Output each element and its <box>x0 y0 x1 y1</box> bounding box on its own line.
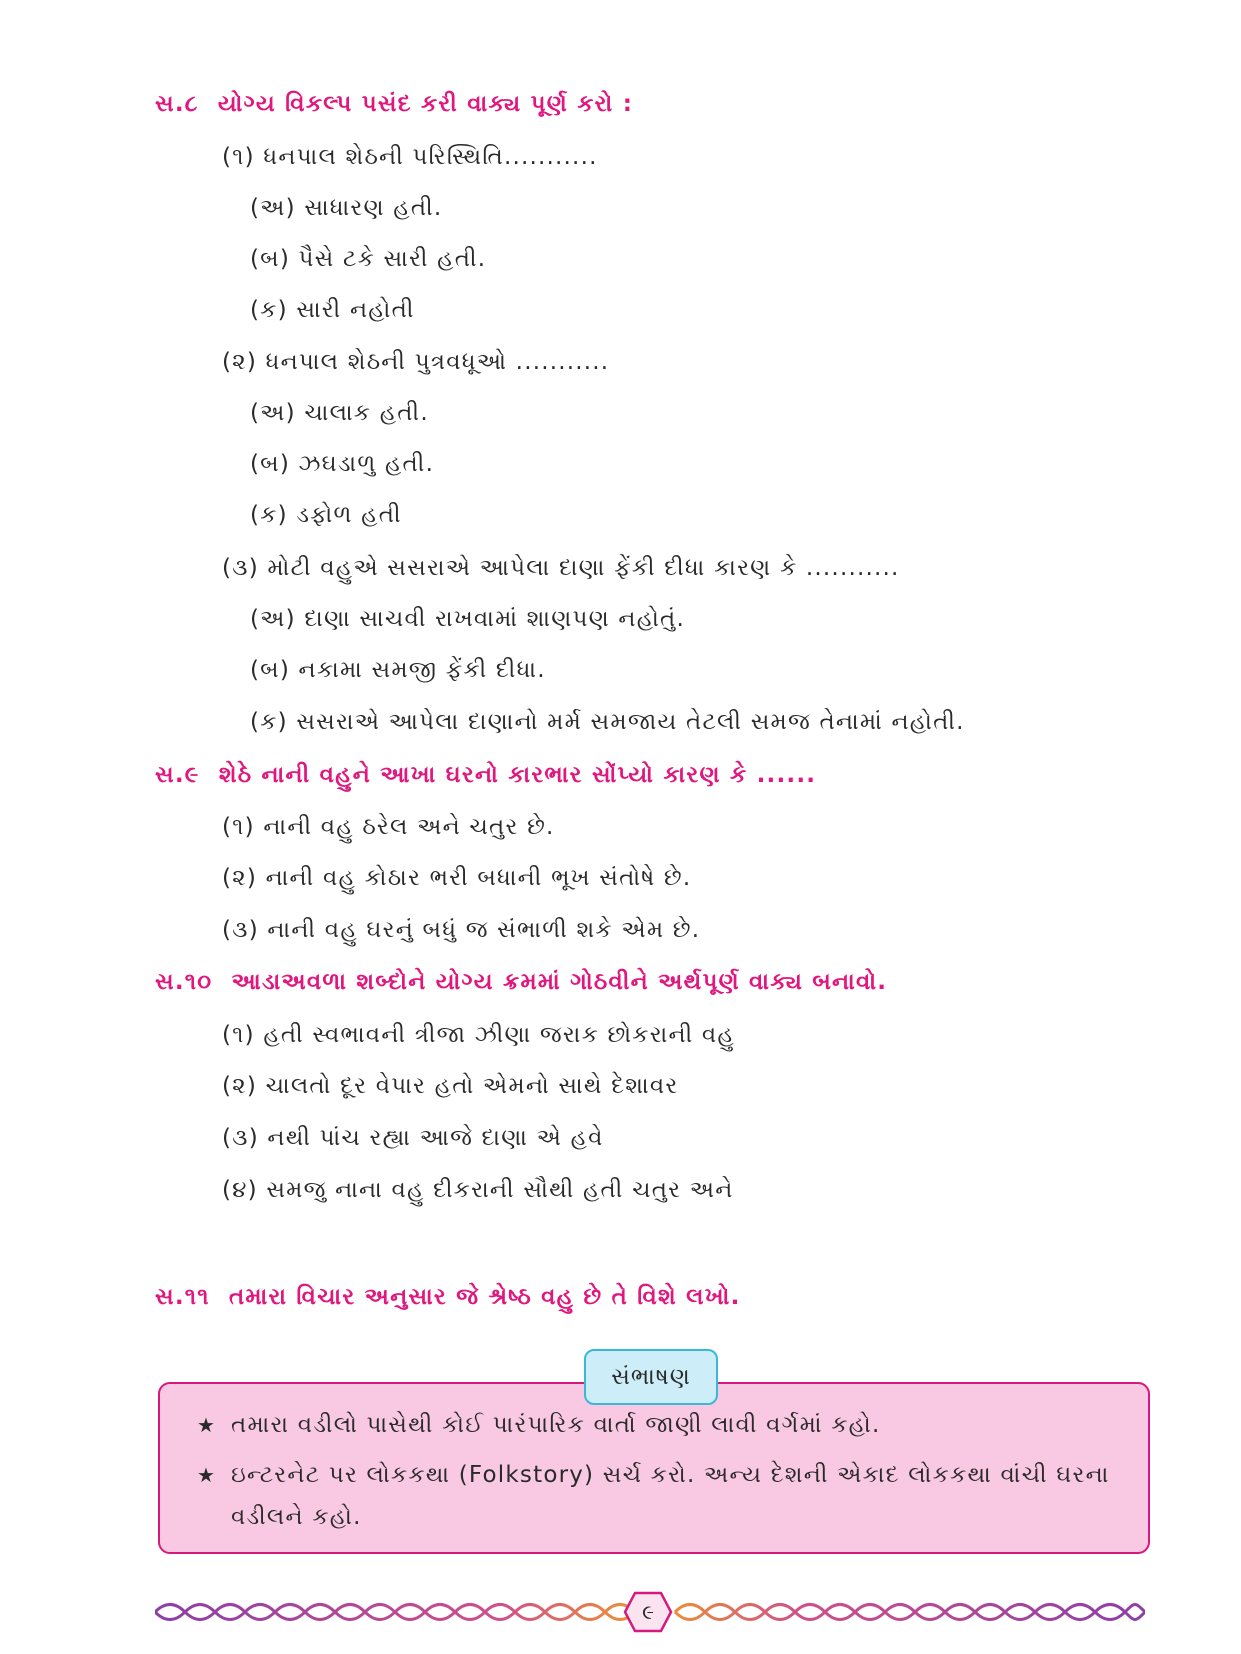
question-text: યોગ્ય વિકલ્પ પસંદ કરી વાક્ય પૂર્ણ કરો : <box>217 91 634 117</box>
option-text: સસરાએ આપેલા દાણાનો મર્મ સમજાય તેટલી સમજ તેનામાં નહોતી. <box>296 709 965 735</box>
option-label: (અ) <box>250 400 296 426</box>
option-label: (બ) <box>250 451 291 477</box>
star-icon: ★ <box>197 1463 217 1487</box>
item-text: નાની વહુ ઘરનું બધું જ સંભાળી શકે એમ છે. <box>267 917 701 943</box>
option-text: ડફોળ હતી <box>296 502 402 528</box>
option-text: ચાલાક હતી. <box>304 400 429 426</box>
option-text: પૈસે ટકે સારી હતી. <box>298 246 487 272</box>
item-number: (૩) <box>222 555 259 581</box>
option-label: (ક) <box>250 709 288 735</box>
item-number: (૧) <box>222 144 255 170</box>
bullet-continuation <box>231 1502 362 1532</box>
list-item <box>222 863 691 893</box>
bullet-text: ઇન્ટરનેટ પર લોકકથા (Folkstory) સર્ચ કરો. અન્ય દેશની એકાદ લોકકથા વાંચી ઘરના <box>231 1462 1110 1488</box>
option-label: (બ) <box>250 657 291 683</box>
bullet-text: વડીલને કહો. <box>231 1504 362 1530</box>
option <box>250 295 415 325</box>
question-number: સ.૧૦ <box>155 969 213 995</box>
option <box>250 500 402 530</box>
item-text: હતી સ્વભાવની ત્રીજા ઝીણા જરાક છોકરાની વહુ <box>263 1022 735 1048</box>
item-text: ચાલતો દૂર વેપાર હતો એમનો સાથે દેશાવર <box>265 1073 679 1099</box>
list-item <box>222 812 555 842</box>
option-text: સાધારણ હતી. <box>304 195 443 221</box>
list-item <box>222 1071 679 1101</box>
item-number: (૨) <box>222 349 258 375</box>
option <box>250 449 434 479</box>
bullet-text: તમારા વડીલો પાસેથી કોઈ પારંપારિક વાર્તા જાણી લાવી વર્ગમાં કહો. <box>231 1412 881 1438</box>
question-10-heading <box>155 967 887 997</box>
star-icon: ★ <box>197 1413 217 1437</box>
question-number: સ.૯ <box>155 762 200 788</box>
option-text: દાણા સાચવી રાખવામાં શાણપણ નહોતું. <box>304 606 686 632</box>
question-number: સ.૮ <box>155 91 199 117</box>
item-text: નથી પાંચ રહ્યા આજે દાણા એ હવે <box>267 1125 604 1151</box>
item-text: નાની વહુ ઠરેલ અને ચતુર છે. <box>263 814 555 840</box>
item-number: (૩) <box>222 917 259 943</box>
option-label: (અ) <box>250 606 296 632</box>
list-item <box>222 1175 734 1205</box>
option-text: સારી નહોતી <box>296 297 415 323</box>
option <box>250 707 965 737</box>
item-text: મોટી વહુએ સસરાએ આપેલા દાણા ફેંકી દીધા કારણ કે ........... <box>267 555 900 581</box>
bullet-item <box>197 1460 1110 1490</box>
option <box>250 604 685 634</box>
question-text: આડાઅવળા શબ્દોને યોગ્ય ક્રમમાં ગોઠવીને અર્થપૂર્ણ વાક્ય બનાવો. <box>231 969 888 995</box>
item-number: (૪) <box>222 1177 258 1203</box>
list-item <box>222 1020 735 1050</box>
item-number: (૨) <box>222 865 258 891</box>
item-text: નાની વહુ કોઠાર ભરી બધાની ભૂખ સંતોષે છે. <box>265 865 692 891</box>
sub-question <box>222 553 900 583</box>
question-number: સ.૧૧ <box>155 1284 210 1310</box>
option <box>250 655 546 685</box>
item-number: (૧) <box>222 814 255 840</box>
option <box>250 244 486 274</box>
question-text: તમારા વિચાર અનુસાર જે શ્રેષ્ઠ વહુ છે તે વિશે લખો. <box>228 1284 741 1310</box>
question-9-heading <box>155 760 816 790</box>
item-number: (૨) <box>222 1073 258 1099</box>
page-number: ૯ <box>642 1600 654 1624</box>
item-text: સમજુ નાના વહુ દીકરાની સૌથી હતી ચતુર અને <box>266 1177 734 1203</box>
item-number: (૧) <box>222 1022 255 1048</box>
item-text: ધનપાલ શેઠની પરિસ્થિતિ........... <box>263 144 598 170</box>
sub-question <box>222 347 609 377</box>
option-label: (બ) <box>250 246 291 272</box>
option <box>250 193 442 223</box>
question-11-heading <box>155 1282 741 1312</box>
item-text: ધનપાલ શેઠની પુત્રવધૂઓ ........... <box>265 349 610 375</box>
question-8-heading <box>155 89 633 119</box>
bullet-item <box>197 1410 881 1440</box>
option-text: નકામા સમજી ફેંકી દીધા. <box>298 657 546 683</box>
list-item <box>222 915 700 945</box>
option-label: (અ) <box>250 195 296 221</box>
option-label: (ક) <box>250 297 288 323</box>
item-number: (૩) <box>222 1125 259 1151</box>
list-item <box>222 1123 604 1153</box>
option <box>250 398 429 428</box>
question-text: શેઠે નાની વહુને આખા ઘરનો કારભાર સોંપ્યો કારણ કે ...... <box>218 762 817 788</box>
option-label: (ક) <box>250 502 288 528</box>
option-text: ઝઘડાળુ હતી. <box>298 451 435 477</box>
sub-question <box>222 142 598 172</box>
conversation-box-title: સંભાષણ <box>584 1349 718 1405</box>
